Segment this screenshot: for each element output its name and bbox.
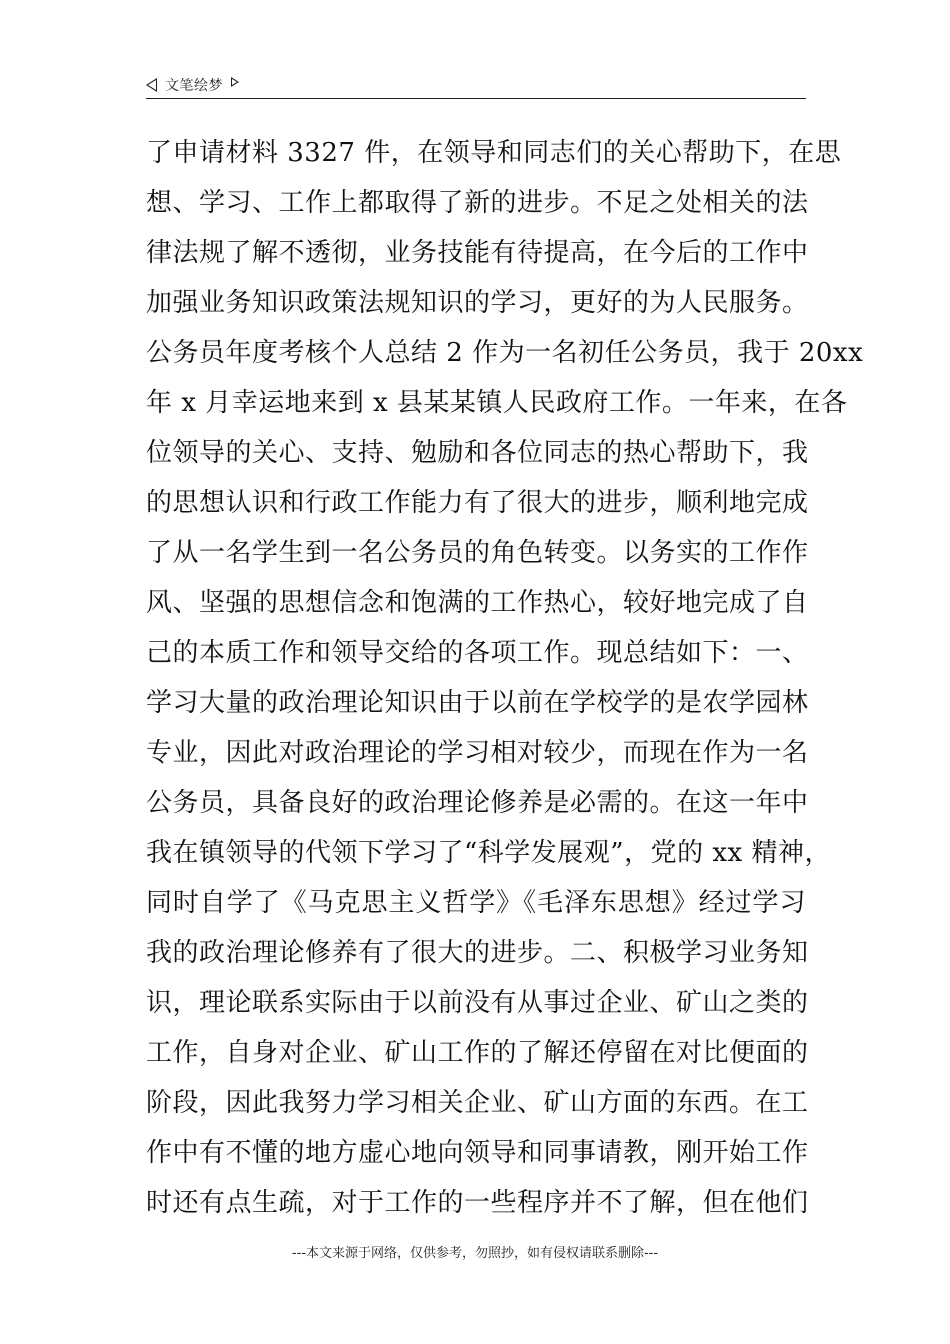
text-line: 专业，因此对政治理论的学习相对较少，而现在作为一名 (146, 738, 809, 768)
header-brand: 文笔绘梦 (165, 78, 223, 94)
page-footer-disclaimer: ---本文来源于网络，仅供参考，勿照抄，如有侵权请联系删除--- (291, 1246, 659, 1261)
page-header (146, 72, 806, 99)
text-line: 律法规了解不透彻，业务技能有待提高，在今后的工作中 (146, 238, 809, 268)
text-line: 了申请材料 3327 件，在领导和同志们的关心帮助下，在思 (146, 138, 842, 168)
text-line: 识，理论联系实际由于以前没有从事过企业、矿山之类的 (146, 988, 809, 1018)
text-line: 同时自学了《马克思主义哲学》《毛泽东思想》经过学习 (146, 888, 806, 918)
text-line: 学习大量的政治理论知识由于以前在学校学的是农学园林 (146, 688, 809, 718)
text-line: 己的本质工作和领导交给的各项工作。现总结如下：一、 (146, 638, 809, 668)
text-line: 作中有不懂的地方虚心地向领导和同事请教，刚开始工作 (146, 1138, 809, 1168)
text-line: 时还有点生疏，对于工作的一些程序并不了解，但在他们 (146, 1188, 809, 1218)
text-line: 我在镇领导的代领下学习了“科学发展观”，党的 xx 精神， (146, 838, 831, 868)
text-line: 位领导的关心、支持、勉励和各位同志的热心帮助下，我 (146, 438, 809, 468)
text-line: 想、学习、工作上都取得了新的进步。不足之处相关的法 (146, 188, 809, 218)
text-line: 公务员年度考核个人总结 2 作为一名初任公务员，我于 20xx (146, 338, 864, 368)
text-line: 公务员，具备良好的政治理论修养是必需的。在这一年中 (146, 788, 809, 818)
text-line: 工作，自身对企业、矿山工作的了解还停留在对比便面的 (146, 1038, 809, 1068)
text-line: 风、坚强的思想信念和饱满的工作热心，较好地完成了自 (146, 588, 809, 618)
text-line: 的思想认识和行政工作能力有了很大的进步，顺利地完成 (146, 488, 809, 518)
text-line: 我的政治理论修养有了很大的进步。二、积极学习业务知 (146, 938, 809, 968)
triangle-left-icon (146, 78, 157, 92)
text-line: 加强业务知识政策法规知识的学习，更好的为人民服务。 (146, 288, 809, 318)
text-line: 阶段，因此我努力学习相关企业、矿山方面的东西。在工 (146, 1088, 809, 1118)
document-body (146, 128, 864, 1228)
text-line: 了从一名学生到一名公务员的角色转变。以务实的工作作 (146, 538, 809, 568)
text-line: 年 x 月幸运地来到 x 县某某镇人民政府工作。一年来，在各 (146, 388, 848, 418)
triangle-right-icon (231, 77, 239, 87)
